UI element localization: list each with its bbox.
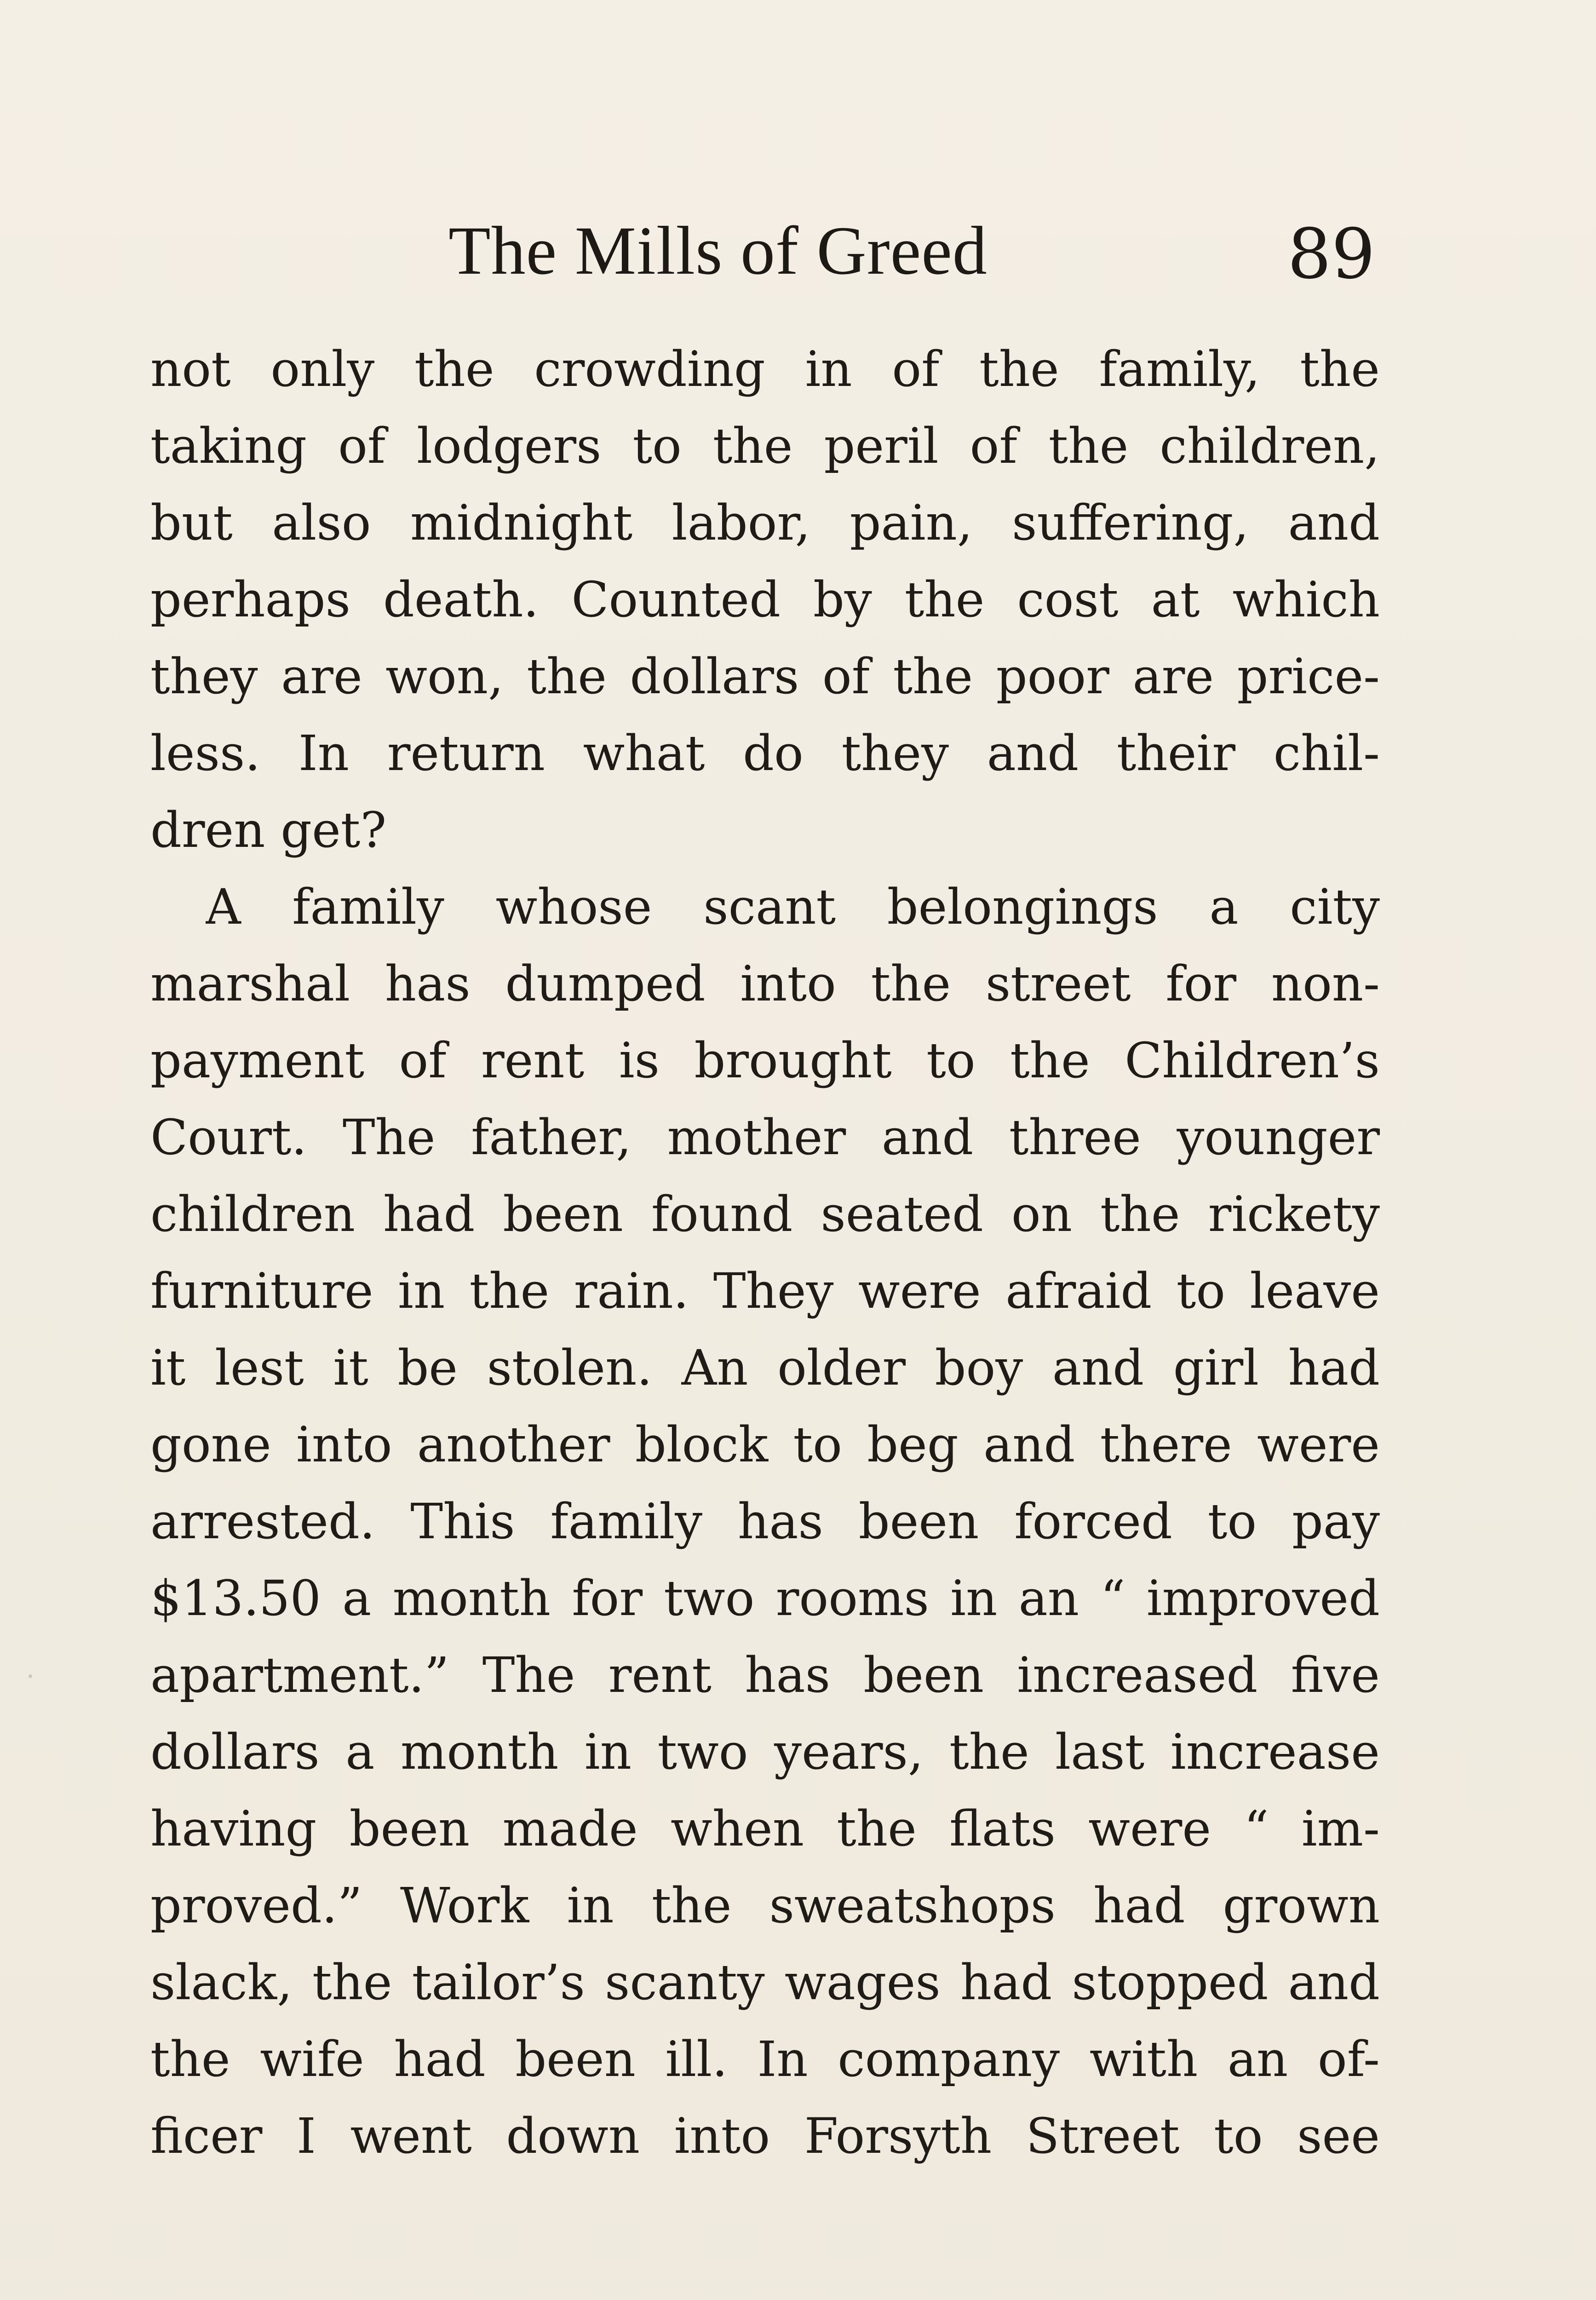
text-line: not only the crowding in of the family, the bbox=[150, 341, 1380, 397]
text-line: but also midnight labor, pain, suffering, and bbox=[150, 494, 1380, 551]
text-line: it lest it be stolen. An older boy and girl had bbox=[150, 1340, 1380, 1396]
text-line: proved.” Work in the sweatshops had grown bbox=[150, 1877, 1380, 1934]
text-line: gone into another block to beg and there were bbox=[150, 1416, 1380, 1473]
text-line: having been made when the flats were “ im- bbox=[150, 1800, 1380, 1857]
text-line: $13.50 a month for two rooms in an “ improved bbox=[150, 1570, 1380, 1627]
text-line: apartment.” The rent has been increased five bbox=[150, 1647, 1380, 1703]
text-line: marshal has dumped into the street for non- bbox=[150, 955, 1380, 1012]
text-line: furniture in the rain. They were afraid to leave bbox=[150, 1263, 1380, 1319]
text-line: dollars a month in two years, the last increase bbox=[150, 1724, 1380, 1780]
page-number: 89 bbox=[1287, 214, 1375, 294]
paper-speck bbox=[29, 1674, 32, 1678]
text-line: A family whose scant belongings a city bbox=[206, 879, 1380, 935]
text-line: Court. The father, mother and three younger bbox=[150, 1109, 1380, 1166]
text-line: less. In return what do they and their chil- bbox=[150, 725, 1380, 782]
text-line: taking of lodgers to the peril of the children, bbox=[150, 418, 1380, 474]
text-line: perhaps death. Counted by the cost at which bbox=[150, 571, 1380, 628]
text-line: slack, the tailor’s scanty wages had stopped and bbox=[150, 1954, 1380, 2011]
text-line: they are won, the dollars of the poor are price- bbox=[150, 648, 1380, 705]
text-line: ficer I went down into Forsyth Street to see bbox=[150, 2108, 1380, 2164]
text-line: payment of rent is brought to the Children’s bbox=[150, 1032, 1380, 1089]
running-title: The Mills of Greed bbox=[448, 213, 987, 289]
text-line: dren get? bbox=[150, 802, 387, 858]
text-line: arrested. This family has been forced to pay bbox=[150, 1493, 1380, 1550]
text-line: the wife had been ill. In company with an of- bbox=[150, 2031, 1380, 2087]
text-line: children had been found seated on the rickety bbox=[150, 1186, 1380, 1242]
